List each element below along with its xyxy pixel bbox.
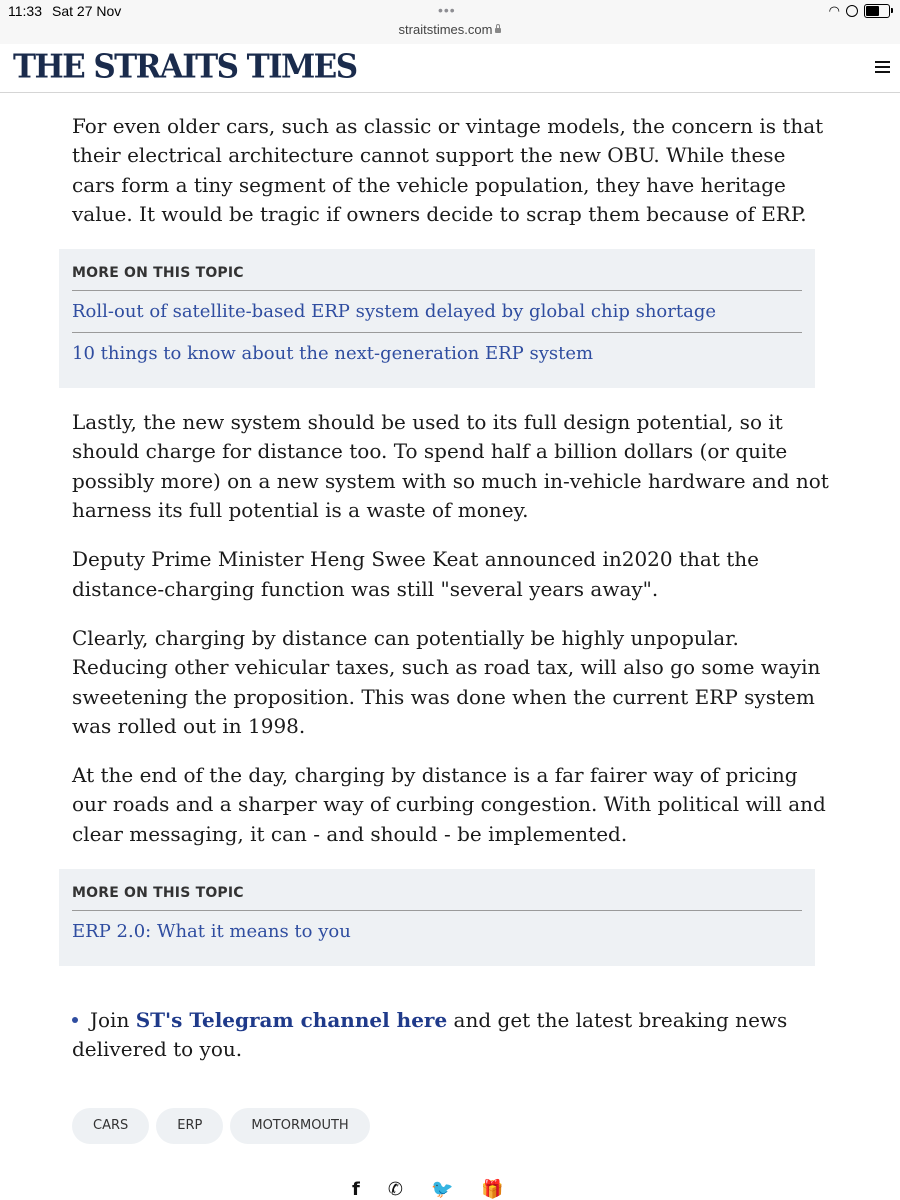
address-bar[interactable] (0, 22, 900, 37)
tab-overview-icon[interactable]: ••• (438, 2, 456, 18)
twitter-icon[interactable]: 🐦 (430, 1179, 454, 1200)
article-paragraph: For even older cars, such as classic or vintage models, the concern is that their electrical architecture cannot support the new OBU. While these cars form a tiny segment of the vehicle population, they have heritage value. It would be tragic if owners decide to scrap them because of ERP. (72, 114, 824, 226)
tag-cars[interactable]: CARS (72, 1108, 149, 1144)
article-paragraph: At the end of the day, charging by distance is a far fairer way of pricing our roads and a sharper way of curbing congestion. With political will and clear messaging, it can - and should - be implemented. (72, 763, 826, 846)
article-paragraph: Clearly, charging by distance can potentially be highly unpopular. Reducing other vehicular taxes, such as road tax, will also go some wayin sweetening the proposition. This was done when the current ERP system was rolled out in 1998. (72, 625, 821, 738)
whatsapp-icon[interactable]: ✆ (387, 1179, 403, 1200)
share-bar (352, 1180, 504, 1200)
lock-icon (495, 28, 501, 33)
article-body (72, 112, 832, 1144)
telegram-prefix: Join (90, 1008, 136, 1033)
facebook-icon[interactable]: f (352, 1179, 360, 1200)
related-article-link[interactable]: Roll-out of satellite-based ERP system delayed by global chip shortage (72, 301, 716, 323)
article-paragraph: Deputy Prime Minister Heng Swee Keat announced in2020 that the distance-charging function was still "several years away". (72, 547, 759, 601)
more-on-topic-title: MORE ON THIS TOPIC (72, 265, 802, 291)
article-paragraph: Lastly, the new system should be used to its full design potential, so it should charge for distance too. To spend half a billion dollars (or quite possibly more) on a new system with so much in-vehicle hardware and not harness its full potential is a waste of money. (72, 410, 829, 523)
battery-icon (864, 4, 890, 18)
telegram-suffix: and get the latest breaking news delivered to you. (72, 1008, 788, 1062)
status-date: Sat 27 Nov (52, 3, 122, 19)
system-status-icons (829, 3, 890, 19)
more-on-topic-box (59, 249, 815, 388)
url-text: straitstimes.com (398, 22, 493, 37)
tag-motormouth[interactable]: MOTORMOUTH (230, 1108, 369, 1144)
status-bar (0, 0, 900, 44)
hamburger-menu-icon[interactable] (875, 61, 890, 73)
wifi-icon: ◠ (828, 3, 840, 18)
related-article-link[interactable]: 10 things to know about the next-generation ERP system (72, 332, 802, 374)
rotation-lock-icon (846, 5, 858, 17)
more-on-topic-title: MORE ON THIS TOPIC (72, 885, 802, 911)
site-header (0, 44, 900, 93)
status-time: 11:33 (8, 3, 42, 19)
article-tags (72, 1108, 832, 1144)
related-article-link[interactable]: ERP 2.0: What it means to you (72, 921, 351, 943)
site-logo[interactable]: THE STRAITS TIMES (13, 48, 357, 86)
more-on-topic-box (59, 869, 815, 966)
telegram-channel-link[interactable]: ST's Telegram channel here (135, 1008, 448, 1033)
gift-icon[interactable]: 🎁 (481, 1179, 504, 1200)
telegram-promo (72, 1006, 832, 1064)
bullet-icon (72, 1017, 78, 1023)
tag-erp[interactable]: ERP (156, 1108, 223, 1144)
